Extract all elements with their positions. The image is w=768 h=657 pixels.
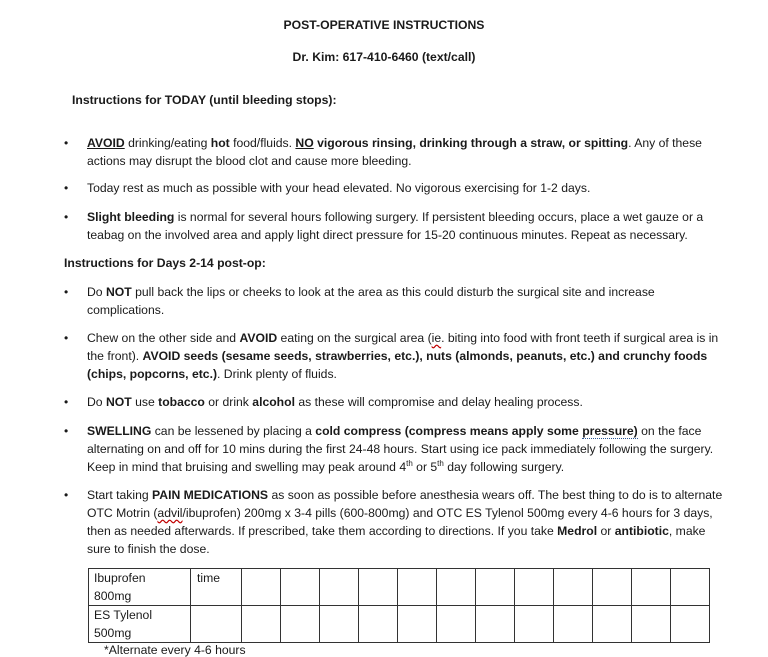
log-cell <box>632 606 671 643</box>
medication-log-table <box>88 568 710 643</box>
log-cell <box>515 569 554 606</box>
today-bullet-3: • Slight bleeding is normal for several hours following surgery. If persistent bleeding occurs, place a wet gauze or a teabag on the involved area and apply light direct pressure for 15-20 continuous minutes. Repeat as necessary. <box>64 210 704 242</box>
log-cell <box>359 569 398 606</box>
alternate-note: *Alternate every 4-6 hours <box>104 643 246 657</box>
bullet-icon: • <box>64 136 69 150</box>
log-cell <box>281 606 320 643</box>
days-bullet-4: • SWELLING can be lessened by placing a cold compress (compress means apply some pressure) on the face alternating on and off for 10 mins during the first 24-48 hours. Start using ice pack immediately following the surgery. Keep in mind that bruising and swelling may peak around 4th or 5th day following surgery. <box>64 424 714 474</box>
table-row <box>89 606 710 643</box>
days-bullet-1: • Do NOT pull back the lips or cheeks to look at the area as this could disturb the surgical site and increase complications. <box>64 285 655 317</box>
bullet-icon: • <box>64 331 69 345</box>
med-label-ibuprofen: Ibuprofen 800mg <box>89 569 191 606</box>
table-row <box>89 569 710 606</box>
log-cell <box>515 606 554 643</box>
log-cell <box>242 569 281 606</box>
log-cell <box>554 606 593 643</box>
days-heading: Instructions for Days 2-14 post-op: <box>64 256 266 270</box>
log-cell <box>320 569 359 606</box>
bullet-icon: • <box>64 285 69 299</box>
log-cell <box>476 569 515 606</box>
bullet-icon: • <box>64 488 69 502</box>
document-title: POST-OPERATIVE INSTRUCTIONS <box>283 18 485 32</box>
log-cell <box>398 606 437 643</box>
log-cell <box>671 606 710 643</box>
days-bullet-2: • Chew on the other side and AVOID eating on the surgical area (ie. biting into food with front teeth if surgical area is in the front). AVOID seeds (sesame seeds, strawberries, etc.), nuts (almonds, peanuts, etc.) and crunchy foods (chips, popcorns, etc.). Drink plenty of fluids. <box>64 331 719 381</box>
today-bullet-1: • AVOID drinking/eating hot food/fluids. NO vigorous rinsing, drinking through a straw, or spitting. Any of these actions may disrupt the blood clot and cause more bleeding. <box>64 136 702 168</box>
log-cell <box>398 569 437 606</box>
log-cell <box>437 569 476 606</box>
log-cell <box>671 569 710 606</box>
today-heading: Instructions for TODAY (until bleeding stops): <box>72 93 337 107</box>
log-cell <box>632 569 671 606</box>
log-cell <box>554 569 593 606</box>
log-cell <box>476 606 515 643</box>
bullet-icon: • <box>64 395 69 409</box>
log-cell <box>593 606 632 643</box>
log-cell <box>242 606 281 643</box>
med-label-tylenol: ES Tylenol 500mg <box>89 606 191 643</box>
bullet-icon: • <box>64 181 69 195</box>
log-cell <box>359 606 398 643</box>
log-cell <box>593 569 632 606</box>
log-cell <box>437 606 476 643</box>
bullet-icon: • <box>64 424 69 438</box>
log-cell <box>191 606 242 643</box>
doctor-contact: Dr. Kim: 617-410-6460 (text/call) <box>292 50 476 64</box>
time-label: time <box>191 569 242 606</box>
log-cell <box>281 569 320 606</box>
days-bullet-5: • Start taking PAIN MEDICATIONS as soon as possible before anesthesia wears off. The best thing to do is to alternate OTC Motrin (advil/ibuprofen) 200mg x 3-4 pills (600-800mg) and OTC ES Tylenol 500mg every 4-6 hours for 3 days, then as needed afterwards. If prescribed, take them according to directions. If you take Medrol or antibiotic, make sure to finish the dose. <box>64 488 723 556</box>
today-bullet-2: • Today rest as much as possible with your head elevated. No vigorous exercising for 1-2 days. <box>64 181 591 195</box>
bullet-icon: • <box>64 210 69 224</box>
days-bullet-3: • Do NOT use tobacco or drink alcohol as these will compromise and delay healing process. <box>64 395 583 409</box>
log-cell <box>320 606 359 643</box>
